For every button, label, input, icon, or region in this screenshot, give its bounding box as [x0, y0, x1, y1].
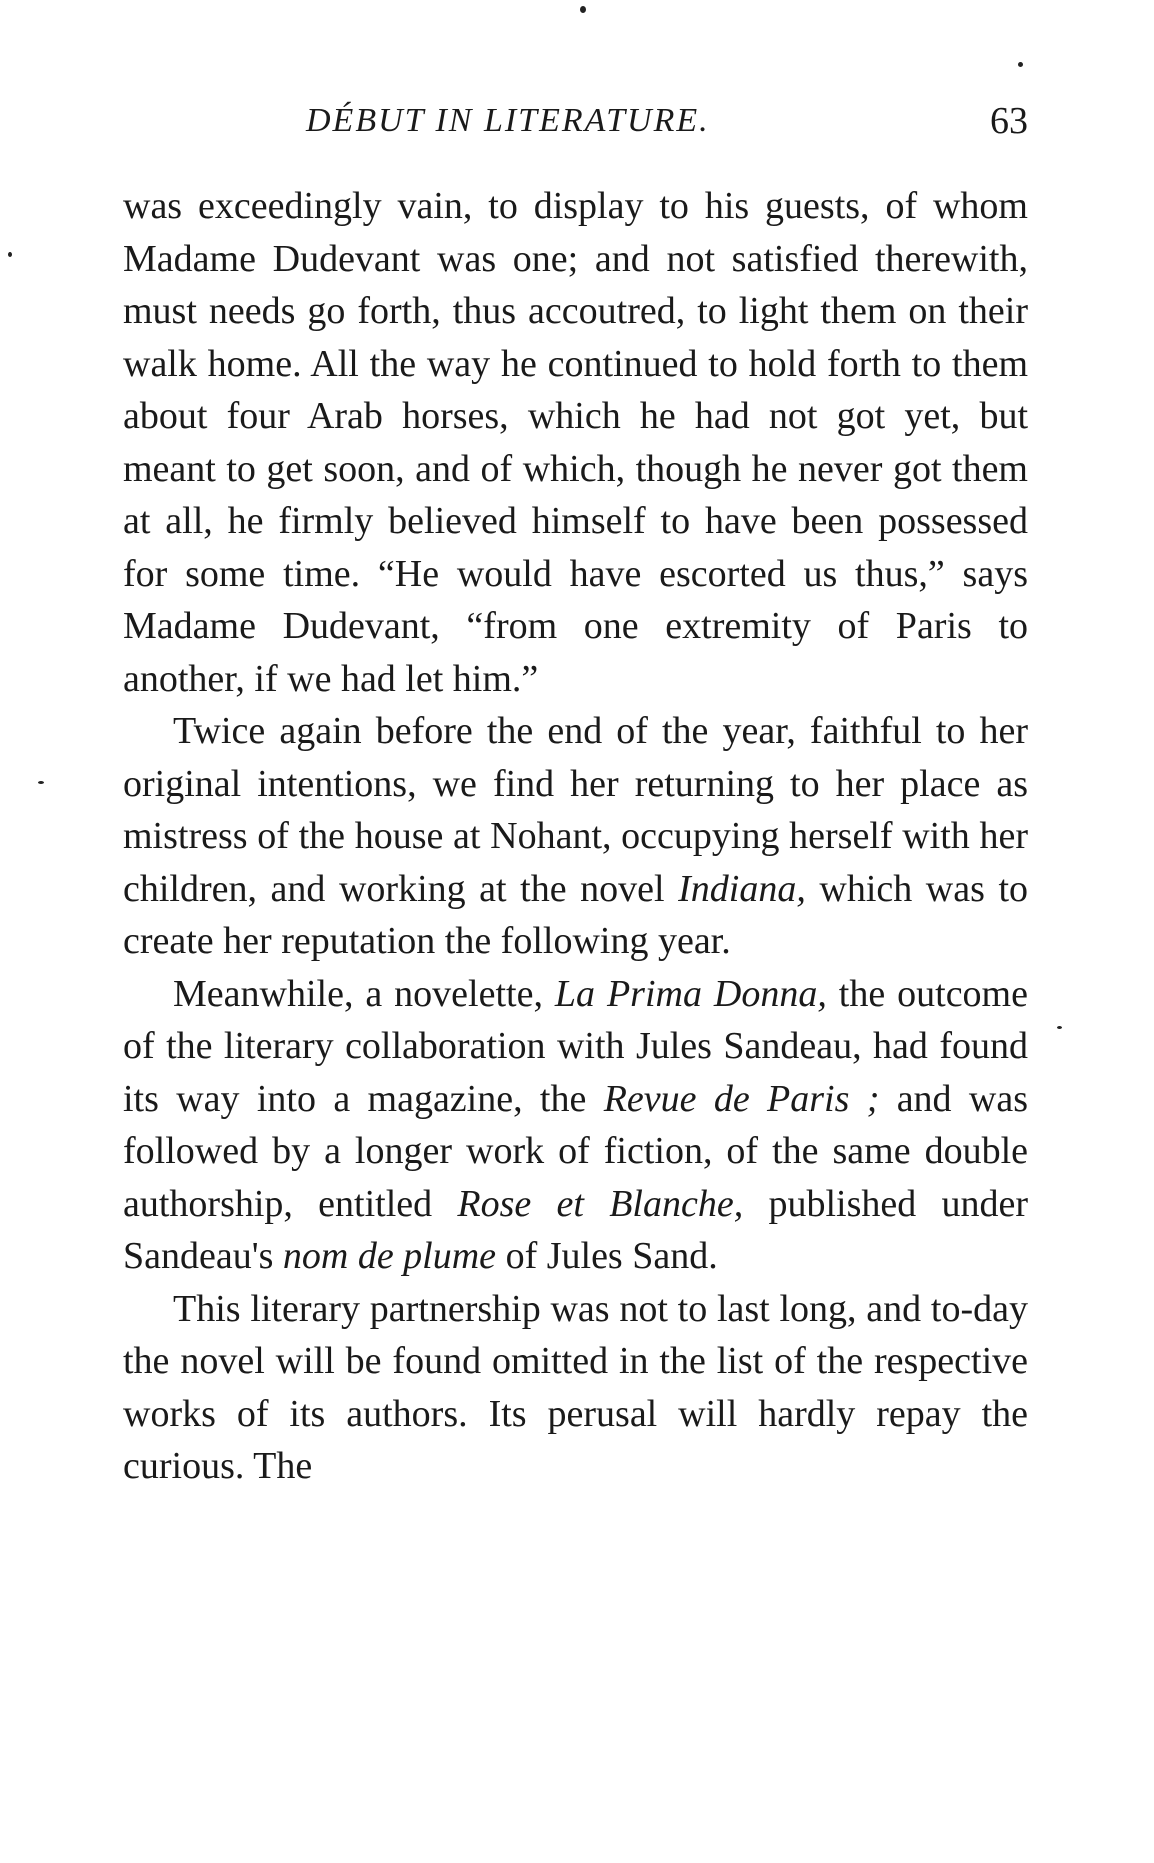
scan-speck — [1057, 1026, 1062, 1029]
scan-speck — [8, 252, 12, 257]
page-number: 63 — [990, 100, 1028, 142]
paragraph-3-part-1: Meanwhile, a novelette, — [173, 972, 555, 1015]
paragraph-2-text-end: which was to create her reputation the following year. — [123, 867, 1028, 962]
paragraph-3-part-2: the outcome of the literary collaboration with Jules Sandeau, had found its way into a magazine, the — [123, 972, 1028, 1120]
paragraph-3-part-3: and was followed by a longer work of fiction, of the same double authorship, entitled — [123, 1077, 1028, 1225]
paragraph-4 — [123, 1283, 1028, 1493]
scan-speck — [580, 6, 586, 13]
body-text — [123, 180, 1028, 1493]
magazine-title-revue-de-paris: Revue de Paris ; — [603, 1077, 880, 1120]
book-title-indiana: Indiana, — [678, 867, 806, 910]
book-title-la-prima-donna: La Prima Donna, — [554, 972, 827, 1015]
scan-speck — [38, 781, 44, 784]
paragraph-4-text: This literary partnership was not to last long, and to-day the novel will be found omitted in the list of the respective works of its authors. Its perusal will hardly repay the curious. The — [123, 1287, 1028, 1487]
paragraph-3 — [123, 968, 1028, 1283]
paragraph-3-part-5: of Jules Sand. — [496, 1235, 718, 1277]
paragraph-2 — [123, 705, 1028, 968]
book-title-rose-et-blanche: Rose et Blanche, — [457, 1182, 744, 1225]
paragraph-3-part-4: published under Sandeau's — [123, 1182, 1029, 1277]
paragraph-1-text: was exceedingly vain, to display to his guests, of whom Madame Dudevant was one; and not satisfied therewith, must needs go forth, thus accoutred, to light them on their walk home. All the way he continued to hold forth to them about four Arab horses, which he had not got yet, but meant to get soon, and of which, though he never got them at all, he firmly believed himself to have been possessed for some time. “He would have escorted us thus,” says Madame Dudevant, “from one extremity of Paris to another, if we had let him.” — [123, 185, 1028, 700]
scan-speck — [1018, 62, 1023, 67]
paragraph-1 — [123, 180, 1028, 705]
paragraph-2-text-start: Twice again before the end of the year, faithful to her original intentions, we find her returning to her place as mistress of the house at Nohant, occupying herself with her children, and working at the novel — [123, 710, 1028, 910]
running-title: DÉBUT IN LITERATURE. — [306, 102, 710, 139]
phrase-nom-de-plume: nom de plume — [282, 1235, 497, 1277]
running-header — [123, 96, 1028, 146]
